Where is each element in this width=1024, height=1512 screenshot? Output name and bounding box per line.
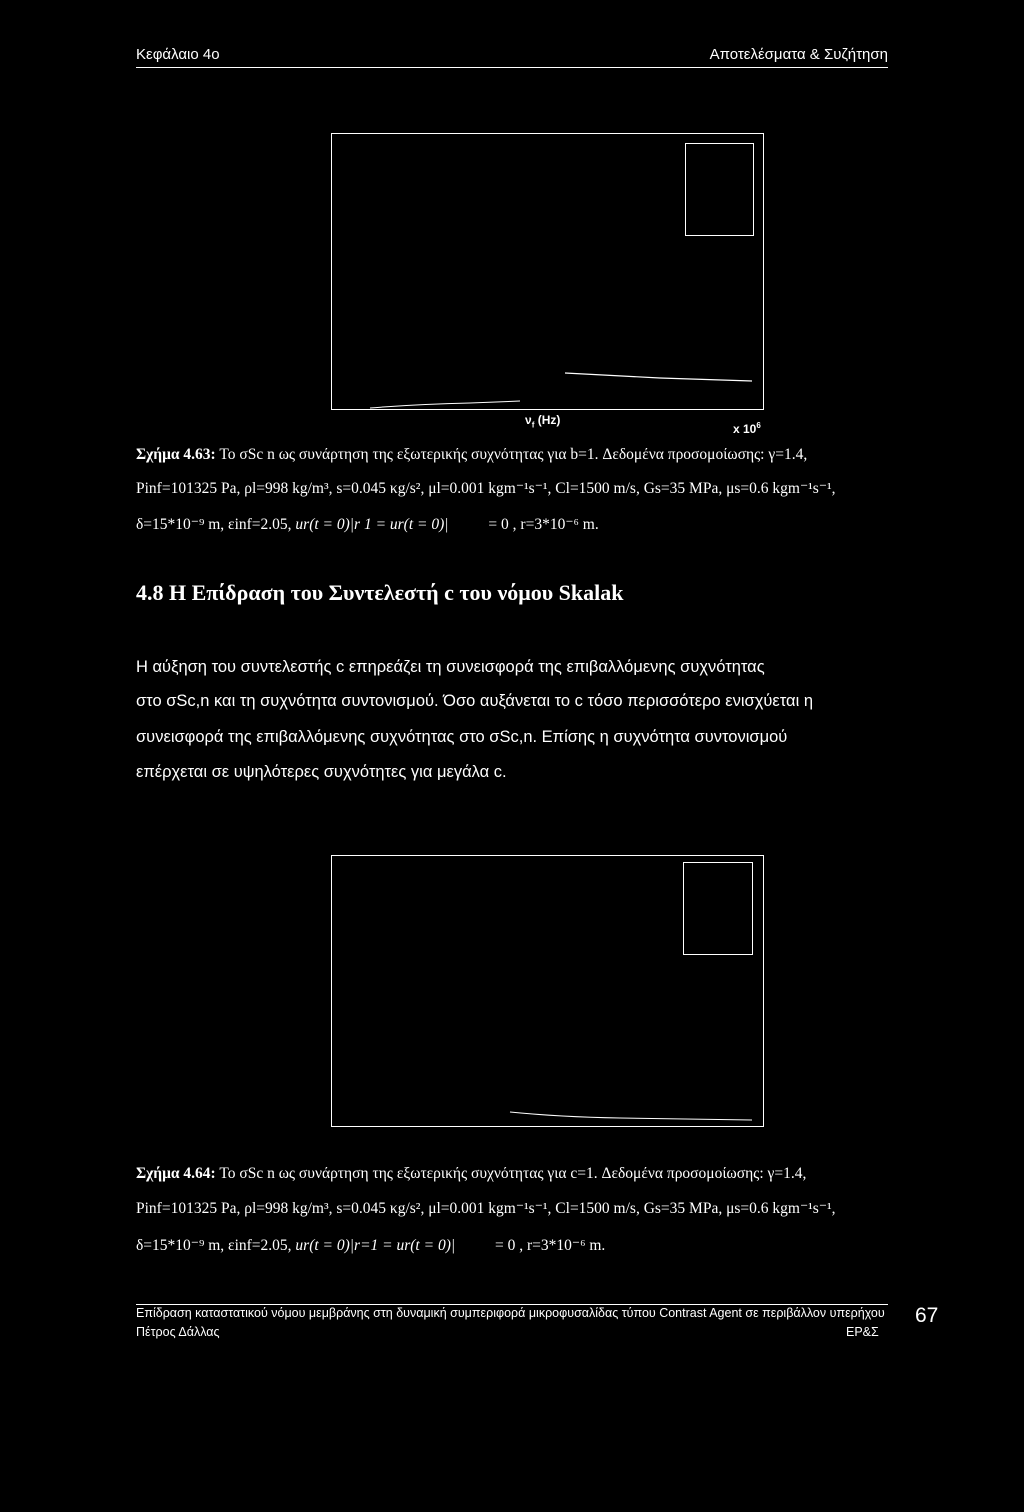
figure2-caption-line1: Σχήμα 4.64: Το σSc n ως συνάρτηση της εξωτερικής συχνότητας για c=1. Δεδομένα προσομοίωσης: γ=1.4,: [136, 1165, 807, 1182]
figure1-caption-line1: Σχήμα 4.63: Το σSc n ως συνάρτηση της εξωτερικής συχνότητας για b=1. Δεδομένα προσομοίωσης: γ=1.4,: [136, 446, 808, 463]
figure2-caption-line3: δ=15*10⁻⁹ m, εinf=2.05, ur(t = 0)|r=1 = ur(t = 0)| = 0 , r=3*10⁻⁶ m.: [136, 1237, 606, 1254]
footer-org: ΕΡ&Σ: [846, 1325, 879, 1339]
paragraph-line1: Η αύξηση του συντελεστής c επηρεάζει τη συνεισφορά της επιβαλλόμενης συχνότητας: [136, 658, 765, 676]
figure1-curve-2: [565, 373, 752, 381]
section-heading: 4.8 Η Επίδραση του Συντελεστή c του νόμου Skalak: [136, 580, 624, 605]
paragraph-line3: συνεισφορά της επιβαλλόμενης συχνότητας στο σSc,n. Επίσης η συχνότητα συντονισμού: [136, 728, 788, 746]
footer-divider: [136, 1304, 888, 1305]
header-chapter: Κεφάλαιο 4ο: [136, 46, 220, 63]
figure1-curve: [370, 401, 520, 408]
figure1-caption-line3: δ=15*10⁻⁹ m, εinf=2.05, ur(t = 0)|r 1 = ur(t = 0)| = 0 , r=3*10⁻⁶ m.: [136, 516, 599, 533]
page-number: 67: [915, 1304, 939, 1327]
figure2-caption-line2: Pinf=101325 Pa, ρl=998 kg/m³, s=0.045 κg/s², μl=0.001 kgm⁻¹s⁻¹, Cl=1500 m/s, Gs=35 MPa, μs=0.6 kgm⁻¹s⁻¹,: [136, 1200, 836, 1217]
paragraph-line4: επέρχεται σε υψηλότερες συχνότητες για μεγάλα c.: [136, 763, 507, 781]
figure1-x-axis-label: $\nu_f$ (Hz): [525, 413, 561, 430]
figure2-legend-box: [683, 862, 753, 955]
figure1-caption-line2: Pinf=101325 Pa, ρl=998 kg/m³, s=0.045 κg/s², μl=0.001 kgm⁻¹s⁻¹, Cl=1500 m/s, Gs=35 MPa, μs=0.6 kgm⁻¹s⁻¹,: [136, 480, 836, 497]
figure1-scale-label: x $10^6$: [733, 421, 761, 436]
footer-author: Πέτρος Δάλλας: [136, 1325, 220, 1339]
header-section: Αποτελέσματα & Συζήτηση: [709, 46, 888, 63]
paragraph-line2: στο σSc,n και τη συχνότητα συντονισμού. Όσο αυξάνεται το c τόσο περισσότερο ενισχύεται η: [136, 692, 814, 710]
footer-title: Επίδραση καταστατικού νόμου μεμβράνης στη δυναμική συμπεριφορά μικροφυσαλίδας τύπου Contrast Agent σε περιβάλλον υπερήχου: [136, 1306, 885, 1320]
